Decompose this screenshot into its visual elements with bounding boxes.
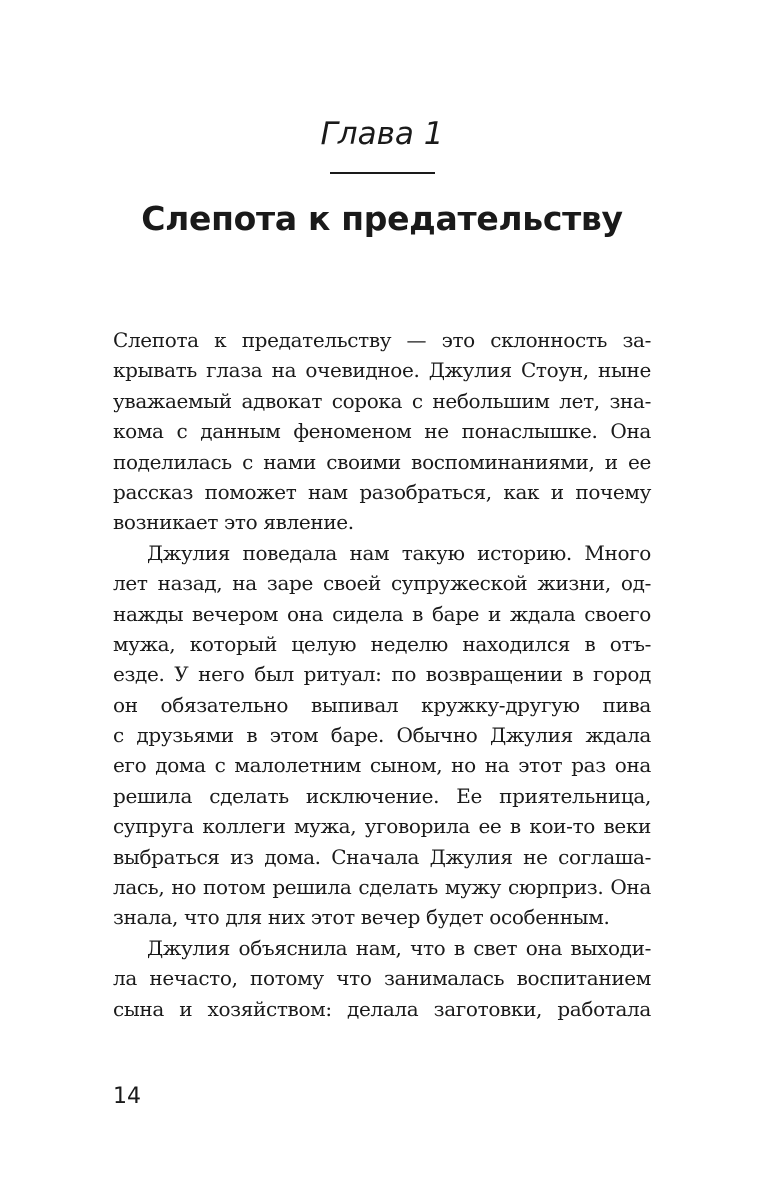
- text-line: поделилась с нами своими воспоминаниями, и ее: [113, 449, 651, 474]
- page-number: 14: [113, 1084, 141, 1109]
- text-line: Слепота к предательству — это склонность за-: [113, 328, 651, 352]
- text-line: решила сделать исключение. Ее приятельница,: [113, 783, 651, 808]
- text-line: его дома с малолетним сыном, но на этот раз она: [113, 753, 651, 778]
- text-line: Джулия объяснила нам, что в свет она выходи-: [147, 935, 651, 960]
- text-line: сына и хозяйством: делала заготовки, работала: [113, 996, 651, 1021]
- text-line: выбраться из дома. Сначала Джулия не соглаша-: [113, 844, 651, 869]
- text-line: Джулия поведала нам такую историю. Много: [147, 540, 651, 565]
- chapter-label: Глава 1: [320, 116, 444, 152]
- text-line: ла нечасто, потому что занималась воспитанием: [113, 966, 651, 991]
- text-line: рассказ поможет нам разобраться, как и почему: [113, 479, 651, 504]
- text-line: крывать глаза на очевидное. Джулия Стоун, ныне: [113, 358, 651, 383]
- text-line: знала, что для них этот вечер будет особенным.: [113, 905, 610, 930]
- text-line: он обязательно выпивал кружку-другую пива: [113, 692, 651, 717]
- body-text: [113, 325, 651, 1024]
- text-line: кома с данным феноменом не понаслышке. Она: [113, 419, 651, 444]
- text-line: с друзьями в этом баре. Обычно Джулия ждала: [113, 723, 651, 748]
- text-line: лет назад, на заре своей супружеской жизни, од-: [113, 571, 651, 596]
- text-line: езде. У него был ритуал: по возвращении в город: [113, 662, 651, 687]
- text-line: нажды вечером она сидела в баре и ждала своего: [113, 601, 651, 626]
- chapter-title: Слепота к предательству: [141, 199, 623, 238]
- text-line: возникает это явление.: [113, 510, 354, 535]
- text-line: мужа, который целую неделю находился в отъ-: [113, 631, 651, 656]
- text-line: уважаемый адвокат сорока с небольшим лет, зна-: [113, 388, 651, 413]
- text-line: супруга коллеги мужа, уговорила ее в кои-то веки: [113, 814, 651, 839]
- chapter-divider: [330, 172, 435, 174]
- text-line: лась, но потом решила сделать мужу сюрприз. Она: [113, 875, 651, 900]
